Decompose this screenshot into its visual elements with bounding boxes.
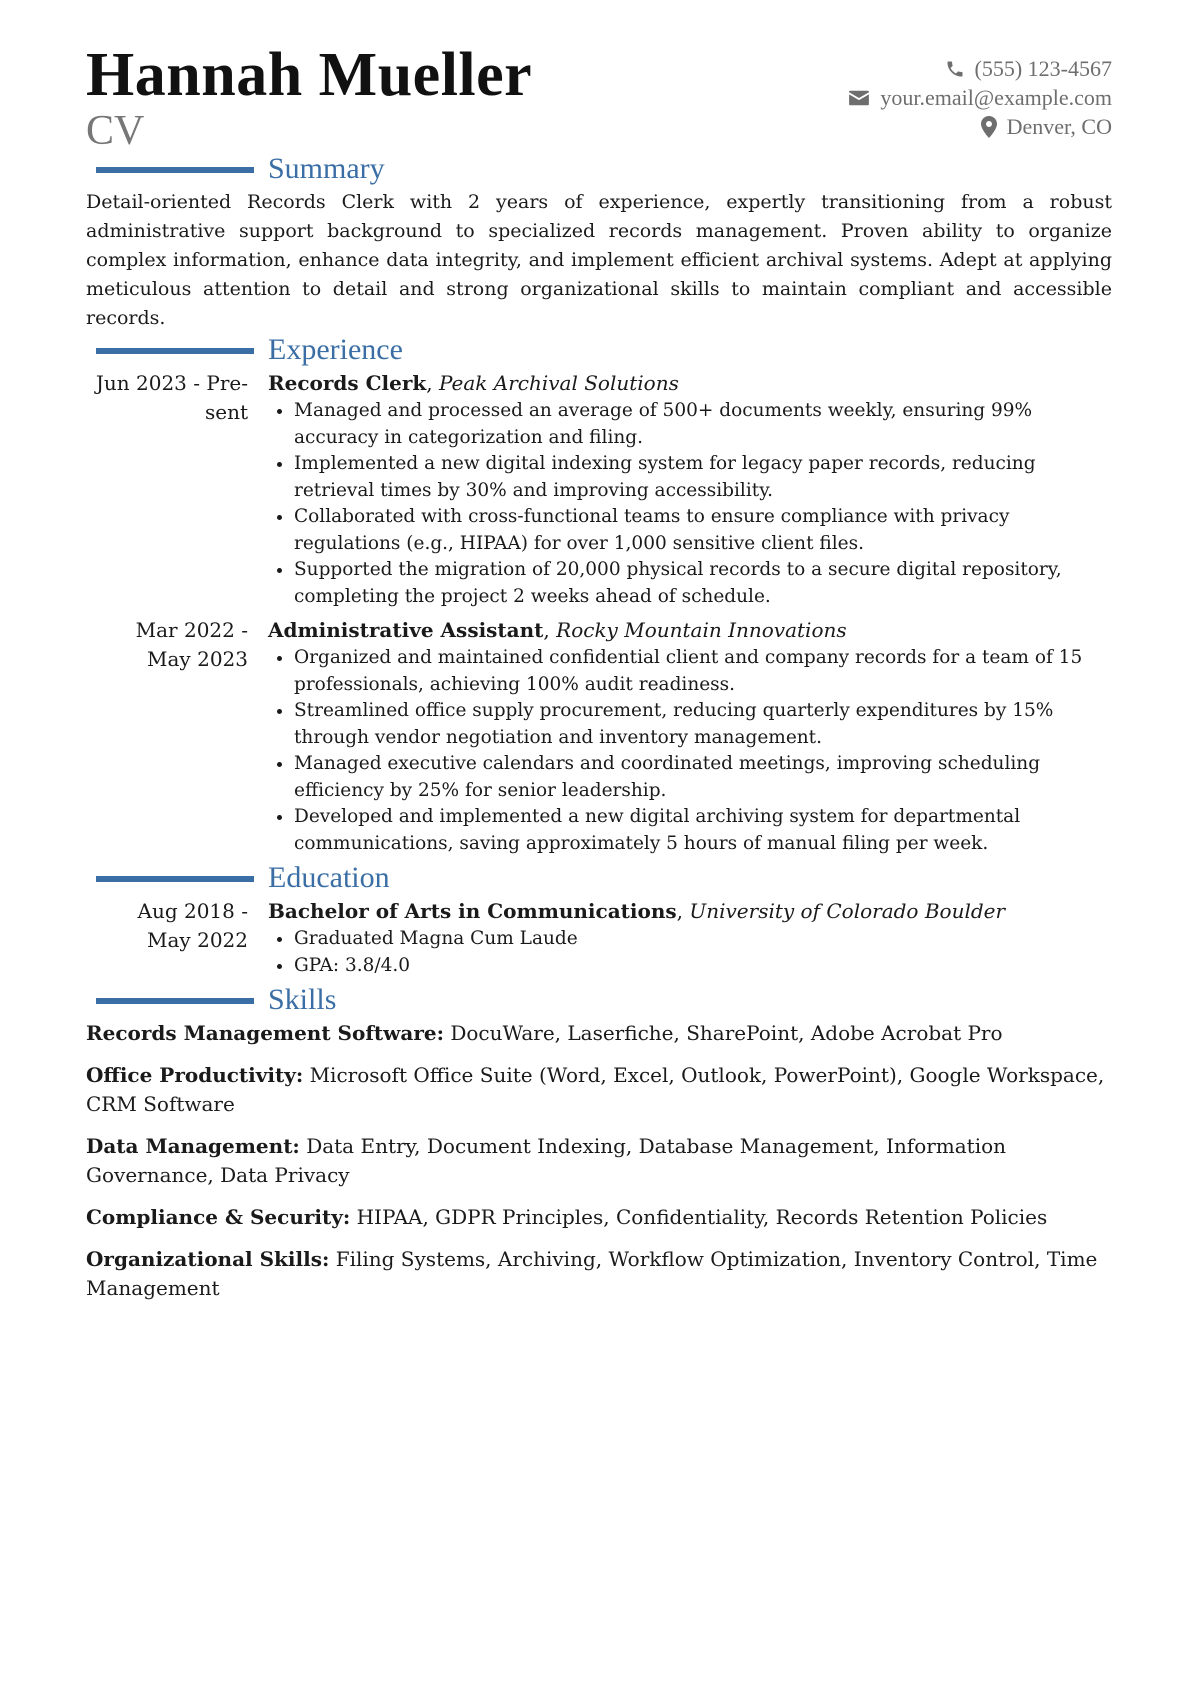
skill-items: DocuWare, Laserfiche, SharePoint, Adobe Acrobat Pro xyxy=(450,1021,1003,1045)
skill-category: Data Management: xyxy=(86,1134,300,1158)
achievement-list xyxy=(268,398,1112,610)
date-line: Jun 2023 - Pre- xyxy=(95,371,248,395)
location-text: Denver, CO xyxy=(1006,114,1112,139)
list-item: • Streamlined office supply procurement, reducing quarterly expenditures by 15% through vendor negotiation and inventory management. xyxy=(294,698,1112,751)
resume-page xyxy=(86,40,1112,1316)
degree-line: Bachelor of Arts in Communications, University of Colorado Boulder xyxy=(268,899,1006,923)
entry-dates xyxy=(86,369,268,610)
candidate-name: Hannah Mueller xyxy=(86,41,533,109)
school-name: University of Colorado Boulder xyxy=(689,899,1006,923)
achievement-list xyxy=(268,645,1112,857)
employer: Peak Archival Solutions xyxy=(438,371,679,395)
list-item: • Managed and processed an average of 500+ documents weekly, ensuring 99% accuracy in categorization and filing. xyxy=(294,398,1112,451)
skill-row xyxy=(86,1203,1112,1232)
skills-section-heading xyxy=(86,985,1112,1019)
entry-content xyxy=(268,616,1112,857)
entry-dates xyxy=(86,897,268,979)
map-pin-icon xyxy=(981,116,997,138)
skill-row xyxy=(86,1019,1112,1048)
section-title: Experience xyxy=(268,333,403,366)
degree-title: Bachelor of Arts in Communications xyxy=(268,899,677,923)
email-address: your.email@example.com xyxy=(880,85,1112,110)
education-details-list xyxy=(268,926,1112,979)
section-accent-bar xyxy=(96,876,254,882)
list-item: • Graduated Magna Cum Laude xyxy=(294,926,1112,953)
skill-category: Organizational Skills: xyxy=(86,1247,330,1271)
role-line: Records Clerk, Peak Archival Solutions xyxy=(268,371,679,395)
date-line: sent xyxy=(204,400,248,424)
role-line: Administrative Assistant, Rocky Mountain Innovations xyxy=(268,618,847,642)
experience-entry xyxy=(86,369,1112,610)
experience-entry xyxy=(86,616,1112,857)
experience-section-heading xyxy=(86,335,1112,369)
skill-row xyxy=(86,1061,1112,1119)
list-item: • Developed and implemented a new digital archiving system for departmental communications, saving approximately 5 hours of manual filing per week. xyxy=(294,804,1112,857)
resume-header xyxy=(86,40,1112,152)
summary-section-heading xyxy=(86,154,1112,188)
document-subtitle: CV xyxy=(86,108,145,154)
education-section-heading xyxy=(86,863,1112,897)
skill-items: HIPAA, GDPR Principles, Confidentiality, Records Retention Policies xyxy=(356,1205,1048,1229)
date-line: Aug 2018 - xyxy=(137,899,248,923)
date-line: May 2022 xyxy=(147,928,248,952)
envelope-icon xyxy=(848,89,870,107)
contact-email xyxy=(848,83,1112,112)
skill-category: Office Productivity: xyxy=(86,1063,304,1087)
employer: Rocky Mountain Innovations xyxy=(556,618,847,642)
section-accent-bar xyxy=(96,348,254,354)
list-item: • Supported the migration of 20,000 physical records to a secure digital repository, completing the project 2 weeks ahead of schedule. xyxy=(294,557,1112,610)
date-line: May 2023 xyxy=(147,647,248,671)
date-line: Mar 2022 - xyxy=(135,618,248,642)
section-accent-bar xyxy=(96,998,254,1004)
section-title: Summary xyxy=(268,152,385,185)
phone-number: (555) 123-4567 xyxy=(974,56,1112,81)
summary-text: Detail-oriented Records Clerk with 2 years of experience, expertly transitioning from a robust administrative support background to specialized records management. Proven ability to organize complex information, enhance data integrity, and implement efficient archival systems. Adept at applying meticulous attention to detail and strong organizational skills to maintain compliant and accessible records. xyxy=(86,191,1112,329)
job-title: Records Clerk xyxy=(268,371,427,395)
skill-category: Compliance & Security: xyxy=(86,1205,351,1229)
contact-phone xyxy=(848,54,1112,83)
contact-block xyxy=(848,54,1112,141)
skill-items: Data Entry, Document Indexing, Database Management, Information Governance, Data Privacy xyxy=(86,1134,1007,1187)
list-item: • Organized and maintained confidential client and company records for a team of 15 professionals, achieving 100% audit readiness. xyxy=(294,645,1112,698)
skill-items: Microsoft Office Suite (Word, Excel, Outlook, PowerPoint), Google Workspace, CRM Software xyxy=(86,1063,1105,1116)
section-title: Skills xyxy=(268,983,337,1016)
list-item: • Managed executive calendars and coordinated meetings, improving scheduling efficiency by 25% for senior leadership. xyxy=(294,751,1112,804)
skill-items: Filing Systems, Archiving, Workflow Optimization, Inventory Control, Time Management xyxy=(86,1247,1098,1300)
skill-row xyxy=(86,1132,1112,1190)
skill-row xyxy=(86,1245,1112,1303)
list-item: • Collaborated with cross-functional teams to ensure compliance with privacy regulations (e.g., HIPAA) for over 1,000 sensitive client files. xyxy=(294,504,1112,557)
education-entry xyxy=(86,897,1112,979)
list-item: • Implemented a new digital indexing system for legacy paper records, reducing retrieval times by 30% and improving accessibility. xyxy=(294,451,1112,504)
section-title: Education xyxy=(268,861,390,894)
phone-icon xyxy=(945,59,965,79)
section-accent-bar xyxy=(96,167,254,173)
skill-category: Records Management Software: xyxy=(86,1021,444,1045)
entry-content xyxy=(268,897,1112,979)
list-item: • GPA: 3.8/4.0 xyxy=(294,953,1112,980)
job-title: Administrative Assistant xyxy=(268,618,544,642)
entry-dates xyxy=(86,616,268,857)
contact-location xyxy=(848,112,1112,141)
entry-content xyxy=(268,369,1112,610)
